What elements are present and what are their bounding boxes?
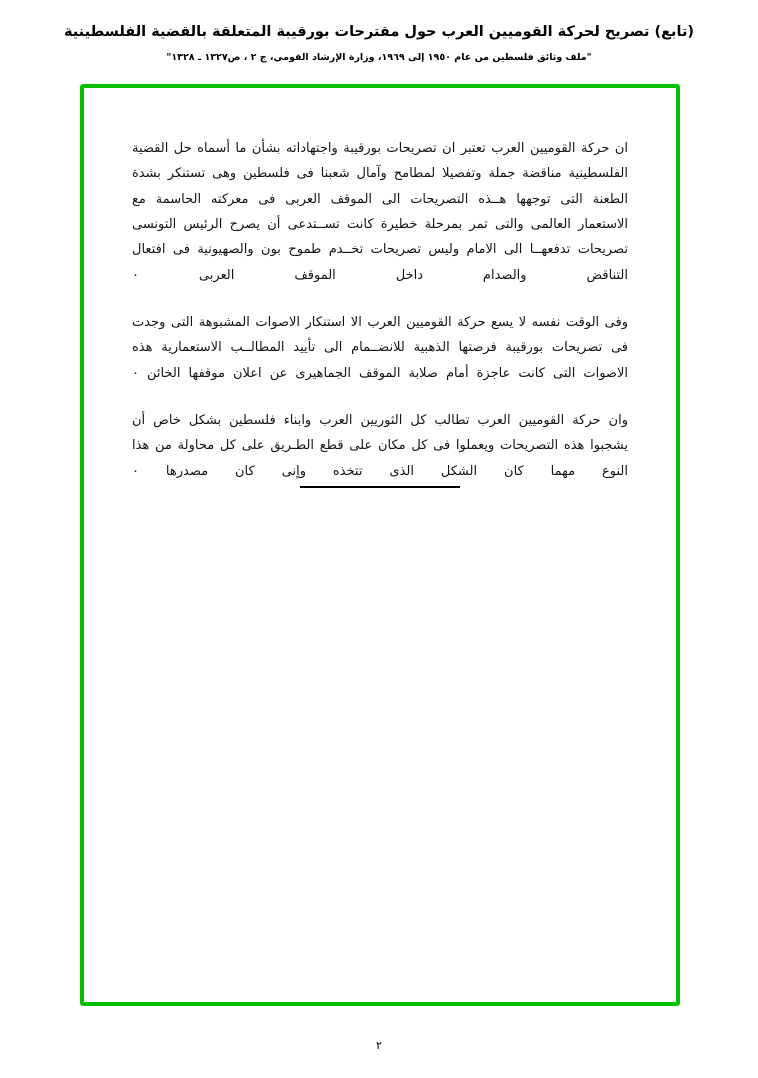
divider-line	[300, 486, 460, 488]
paragraph-2: وفى الوقت نفسه لا يسع حركة القوميين العرب الا استنكار الاصوات المشبوهة التى وجدت فى تصريحات بورقيبة فرصتها الذهبية للانضــمام الى تأييد المطالــب الاستعمارية هذه الاصوات التى كانت عاجزة أمام صلابة الموقف الجماهيرى عن اعلان موقفها الخائن ٠	[132, 315, 628, 381]
content-frame	[80, 84, 680, 1006]
paragraph-3: وان حركة القوميين العرب تطالب كل الثوريين العرب وابناء فلسطين بشكل خاص أن يشجبوا هذه التصريحات ويعملوا فى كل مكان على قطع الطـريق على كل محاولة من هذا النوع مهما كان الشكل الذى تتخذه واٍنى كان مصدرها ٠	[132, 413, 628, 479]
section-divider	[84, 486, 676, 488]
document-body	[132, 136, 628, 484]
paragraph-1: ان حركة القوميين العرب تعتبر ان تصريحات بورقيبة واجتهاداته بشأن ما أسماه حل القضية الفلسطينية مناقضة جملة وتفصيلا لمطامح وآمال شعبنا فى فلسطين وهى تستنكر بشدة الطعنة التى توجهها هــذه التصريحات الى الموقف العربى فى معركته الحاسمة مع الاستعمار العالمى والتى تمر بمرحلة خطيرة كانت تســتدعى أن يصرح الرئيس التونسى تصريحات تدفعهــا الى الامام وليس تصريحات تخــدم طموح بون والصهيونية فى افتعال التناقض والصدام داخل الموقف العربى ٠	[132, 141, 628, 283]
page-number: ٢	[376, 1039, 382, 1052]
page-title: (تابع) تصريح لحركة القوميين العرب حول مقترحات بورقيبة المتعلقة بالقضية الفلسطينية	[63, 24, 695, 40]
page-source-citation: "ملف وثائق فلسطين من عام ١٩٥٠ إلى ١٩٦٩، وزارة الإرشاد القومي، ج ٢ ، ص١٣٢٧ ـ ١٣٢٨"	[166, 52, 592, 63]
